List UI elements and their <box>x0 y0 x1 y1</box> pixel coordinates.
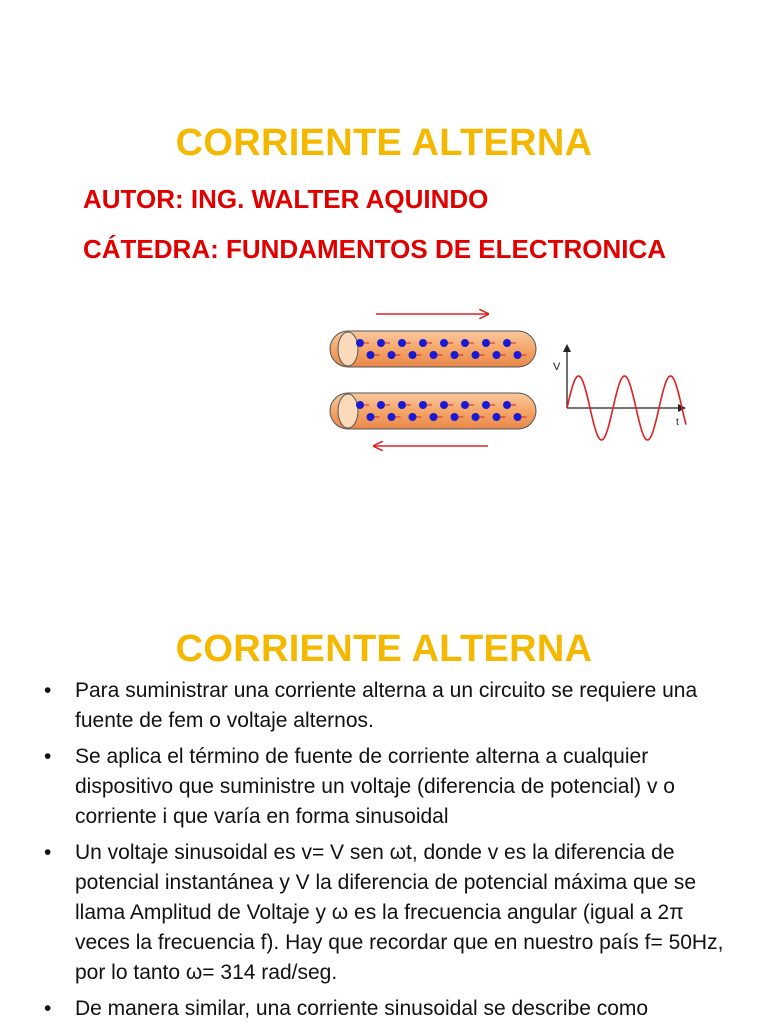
bullet-text: De manera similar, una corriente sinusoidal se describe como <box>75 997 649 1020</box>
electron-dot <box>503 401 511 409</box>
wire-bottom <box>330 393 536 429</box>
ac-illustration <box>324 300 696 462</box>
axis-v-label: V <box>553 361 561 373</box>
bullet-dot-icon: • <box>44 745 52 768</box>
slide-1-title: CORRIENTE ALTERNA <box>175 122 593 164</box>
electron-dot <box>514 413 522 421</box>
electron-dot <box>493 413 501 421</box>
electron-dot <box>482 401 490 409</box>
electron-dot <box>356 339 364 347</box>
electron-dot <box>388 413 396 421</box>
electron-dot <box>514 351 522 359</box>
electron-dot <box>398 401 406 409</box>
bullet-text: Un voltaje sinusoidal es v= V sen ωt, donde v es la diferencia de potencial instantánea y V la diferencia de potencial máxima que se llama Amplitud de Voltaje y ω es la frecuencia angular (igual a 2π veces la frecuencia f). Hay que recordar que en nuestro país f= 50Hz, por lo tanto ω= 314 rad/seg. <box>75 841 724 984</box>
electron-dot <box>367 413 375 421</box>
wire-top <box>330 331 536 367</box>
electron-dot <box>419 339 427 347</box>
bullet-item <box>44 742 734 832</box>
electron-dot <box>419 401 427 409</box>
slide-2 <box>0 560 768 1024</box>
electron-dot <box>430 351 438 359</box>
author-line: AUTOR: ING. WALTER AQUINDO <box>83 184 489 214</box>
electron-dot <box>461 339 469 347</box>
electron-dot <box>377 401 385 409</box>
slide-2-title: CORRIENTE ALTERNA <box>175 628 593 670</box>
bullet-list <box>44 676 734 1024</box>
electron-dot <box>461 401 469 409</box>
bullet-dot-icon: • <box>44 679 52 702</box>
electron-dot <box>409 351 417 359</box>
electron-dot <box>388 351 396 359</box>
electron-dot <box>409 413 417 421</box>
bullet-item <box>44 838 734 988</box>
electron-dot <box>451 351 459 359</box>
bullet-text: Para suministrar una corriente alterna a un circuito se requiere una fuente de fem o voltaje alternos. <box>75 679 698 732</box>
bullet-dot-icon: • <box>44 841 52 864</box>
electron-dot <box>482 339 490 347</box>
electron-dot <box>472 351 480 359</box>
axis-t-label: t <box>676 417 679 428</box>
electron-dot <box>398 339 406 347</box>
electron-dot <box>377 339 385 347</box>
bullet-text: Se aplica el término de fuente de corriente alterna a cualquier dispositivo que suministre un voltaje (diferencia de potencial) v o corriente i que varía en forma sinusoidal <box>75 745 675 828</box>
bullet-item <box>44 676 734 736</box>
electron-dot <box>440 339 448 347</box>
electron-dot <box>472 413 480 421</box>
electron-dot <box>367 351 375 359</box>
electron-dot <box>451 413 459 421</box>
electron-dot <box>430 413 438 421</box>
electron-dot <box>356 401 364 409</box>
electron-dot <box>503 339 511 347</box>
chair-line: CÁTEDRA: FUNDAMENTOS DE ELECTRONICA <box>83 234 667 264</box>
electron-dot <box>493 351 501 359</box>
electron-dot <box>440 401 448 409</box>
bullet-dot-icon: • <box>44 997 52 1020</box>
bullet-item <box>44 994 734 1024</box>
